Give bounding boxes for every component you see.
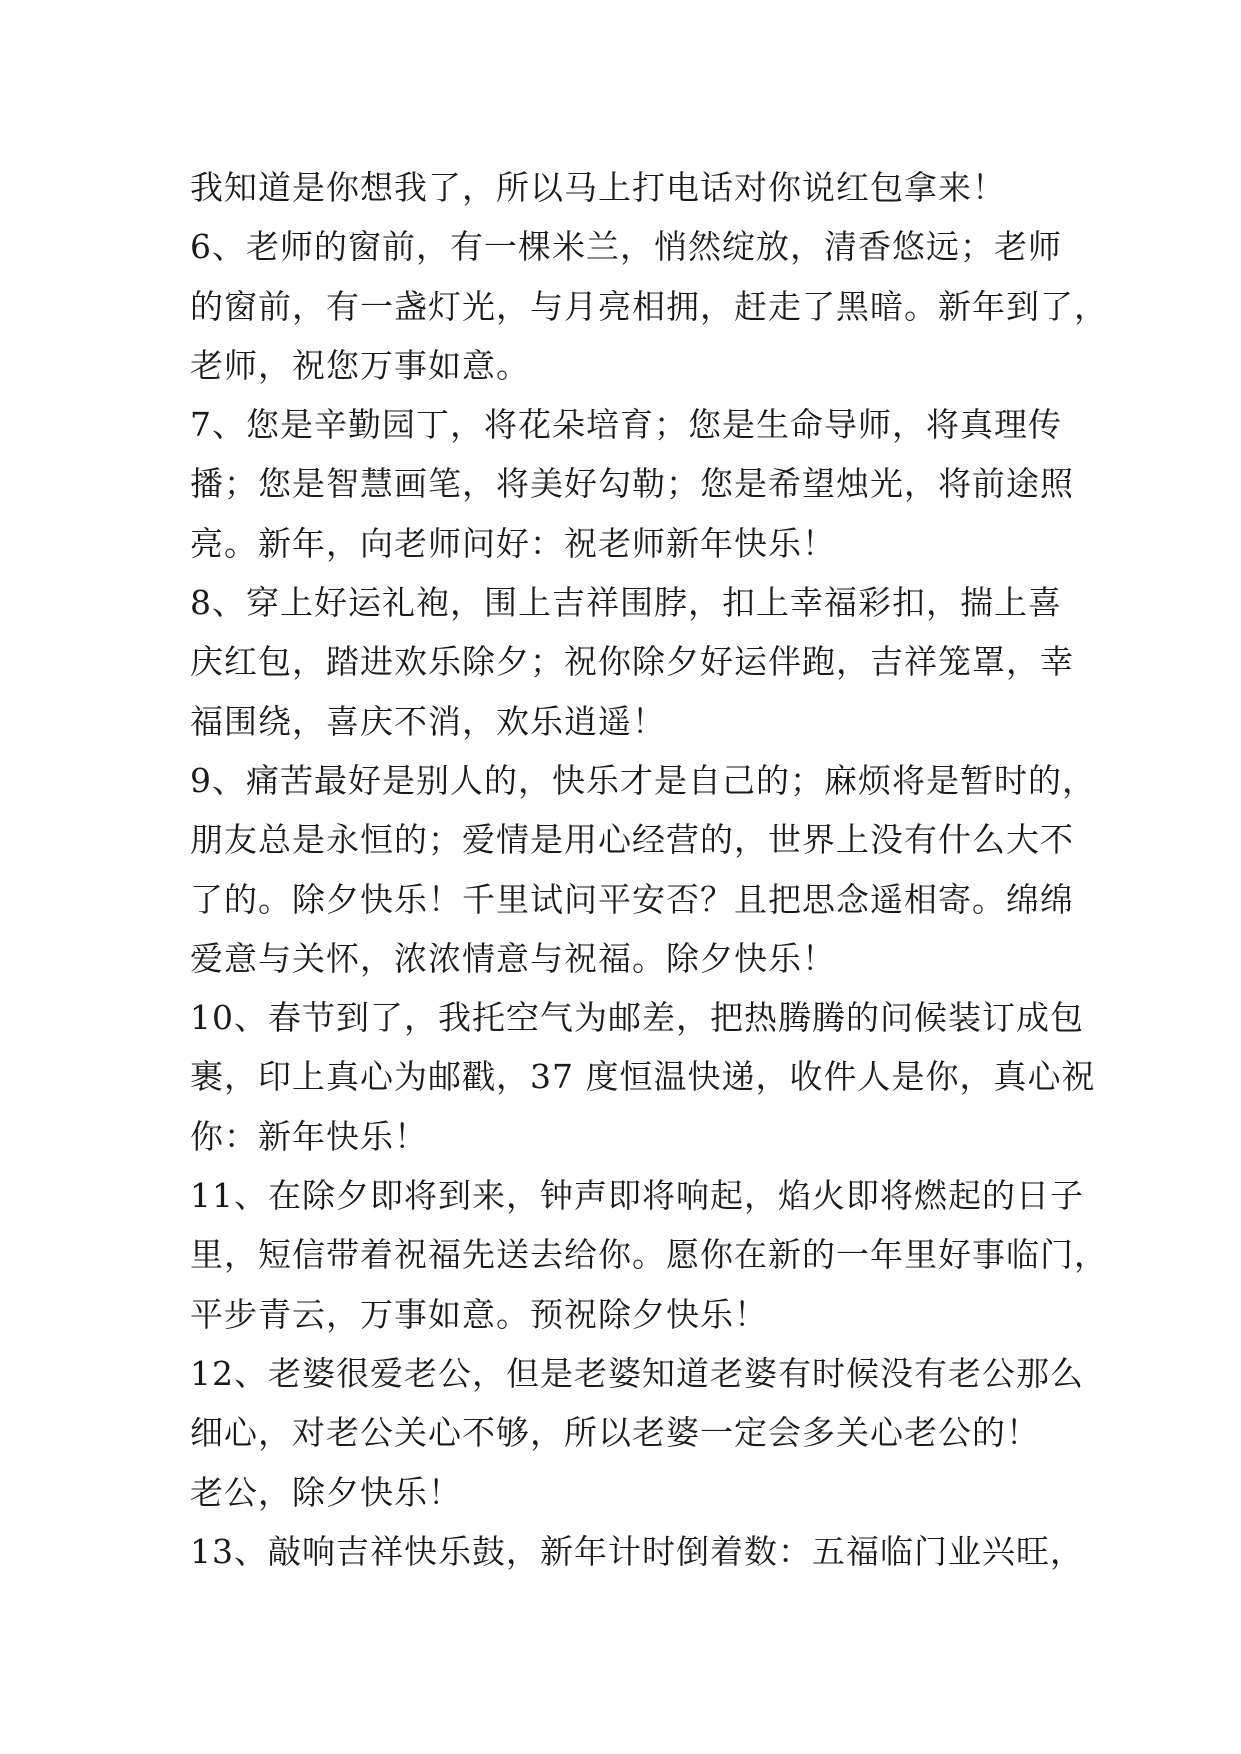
text-line: 细心，对老公关心不够，所以老婆一定会多关心老公的！ — [190, 1413, 1040, 1453]
text-line: 13、敲响吉祥快乐鼓，新年计时倒着数：五福临门业兴旺， — [190, 1531, 1084, 1571]
text-line: 平步青云，万事如意。预祝除夕快乐！ — [190, 1294, 768, 1334]
text-line: 9、痛苦最好是别人的，快乐才是自己的；麻烦将是暂时的， — [190, 760, 1096, 800]
text-line: 的窗前，有一盏灯光，与月亮相拥，赶走了黑暗。新年到了， — [190, 286, 1108, 326]
text-line: 播；您是智慧画笔，将美好勾勒；您是希望烛光，将前途照 — [190, 464, 1074, 504]
text-line: 12、老婆很爱老公，但是老婆知道老婆有时候没有老公那么 — [190, 1353, 1084, 1393]
text-line: 爱意与关怀，浓浓情意与祝福。除夕快乐！ — [190, 938, 836, 978]
text-line: 7、您是辛勤园丁，将花朵培育；您是生命导师，将真理传 — [190, 405, 1062, 445]
text-line: 朋友总是永恒的；爱情是用心经营的，世界上没有什么大不 — [190, 820, 1074, 860]
text-line: 11、在除夕即将到来，钟声即将响起，焰火即将燃起的日子 — [190, 1176, 1084, 1216]
text-line: 里，短信带着祝福先送去给你。愿你在新的一年里好事临门， — [190, 1235, 1108, 1275]
text-line: 你：新年快乐！ — [190, 1116, 428, 1156]
body-text — [190, 158, 1108, 1581]
text-line: 我知道是你想我了，所以马上打电话对你说红包拿来！ — [190, 168, 1006, 207]
text-line: 6、老师的窗前，有一棵米兰，悄然绽放，清香悠远；老师 — [190, 227, 1062, 267]
text-line: 8、穿上好运礼袍，围上吉祥围脖，扣上幸福彩扣，揣上喜 — [190, 583, 1062, 623]
text-line: 福围绕，喜庆不消，欢乐逍遥！ — [190, 701, 666, 741]
text-line: 10、春节到了，我托空气为邮差，把热腾腾的问候装订成包 — [190, 998, 1084, 1038]
text-line: 了的。除夕快乐！千里试问平安否？且把思念遥相寄。绵绵 — [190, 879, 1074, 919]
text-line: 老师，祝您万事如意。 — [190, 345, 530, 385]
text-line: 亮。新年，向老师问好：祝老师新年快乐！ — [190, 523, 836, 563]
text-line: 裹，印上真心为邮戳，37 度恒温快递，收件人是你，真心祝 — [190, 1057, 1096, 1097]
text-line: 庆红包，踏进欢乐除夕；祝你除夕好运伴跑，吉祥笼罩，幸 — [190, 642, 1074, 682]
text-line: 老公，除夕快乐！ — [190, 1472, 462, 1512]
